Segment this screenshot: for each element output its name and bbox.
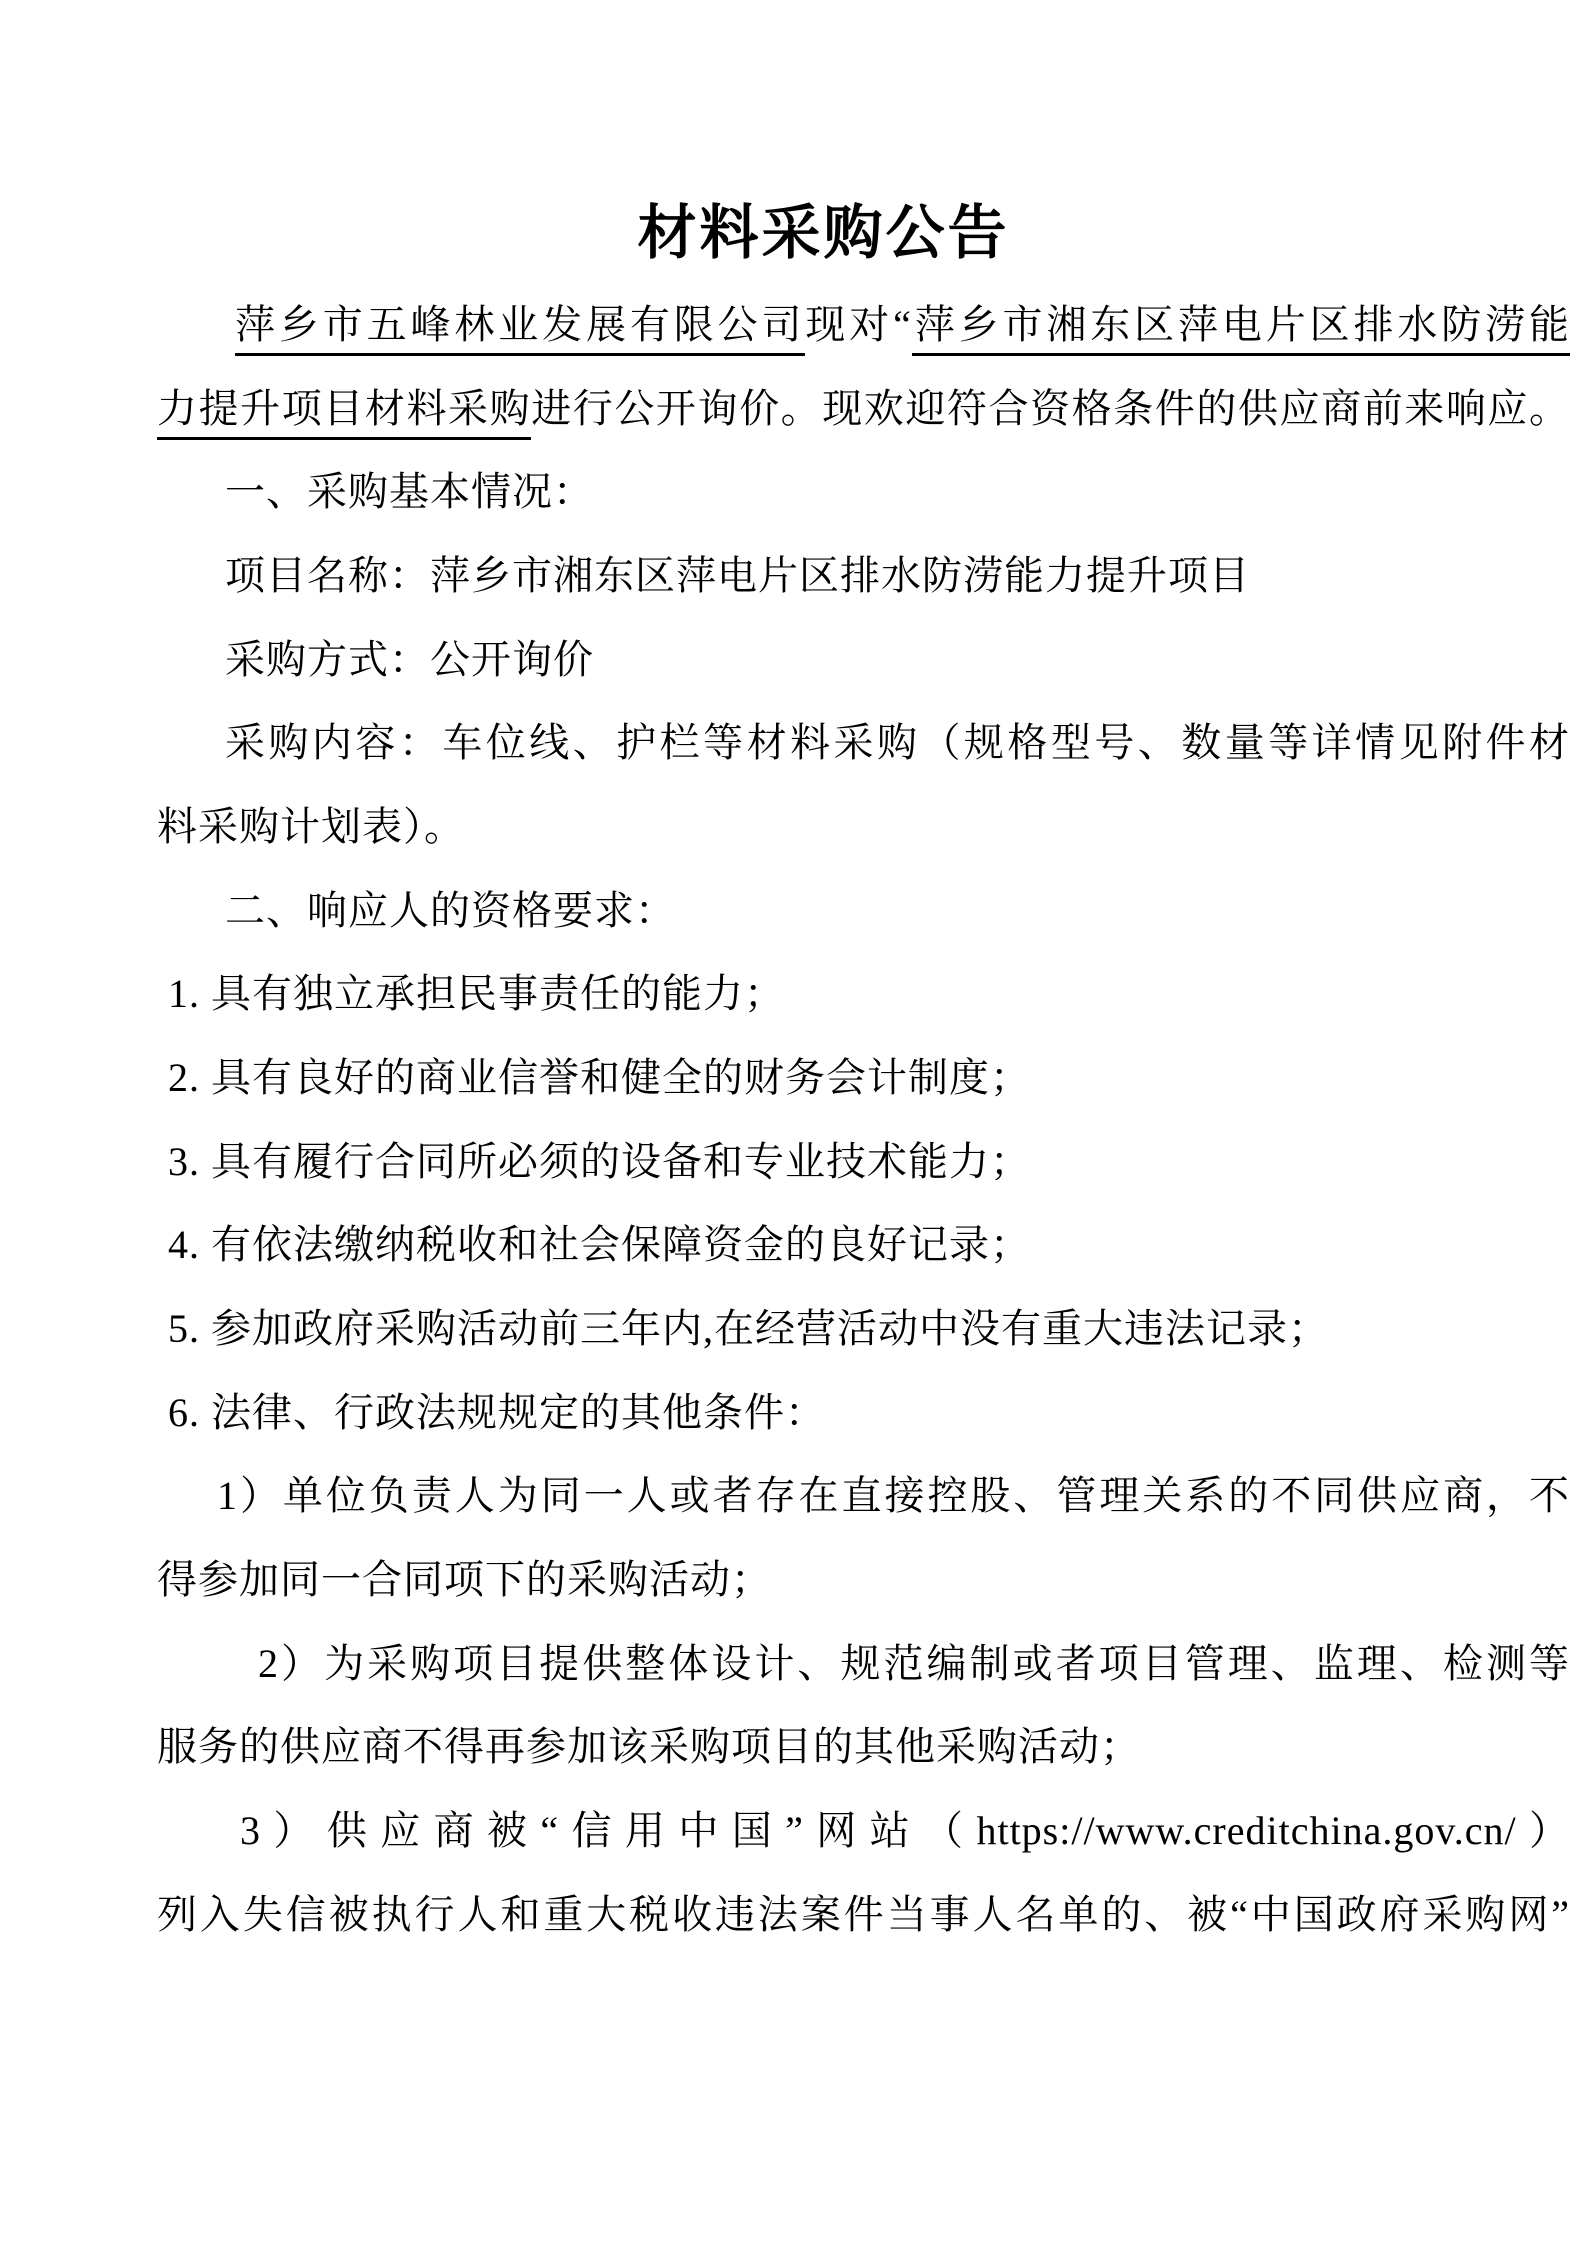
- text-segment: 得参加同一合同项下的采购活动；: [157, 1557, 772, 1602]
- text-segment: 料采购计划表）。: [157, 804, 465, 849]
- underlined-text: 萍乡市五峰林业发展有限公司: [235, 302, 805, 356]
- text-segment: 2）为采购项目提供整体设计、规范编制或者项目管理、监理、检测等: [258, 1641, 1570, 1686]
- underlined-text: 萍乡市湘东区萍电片区排水防涝能: [912, 302, 1570, 356]
- text-line: [225, 551, 1250, 601]
- text-segment: 6. 法律、行政法规规定的其他条件：: [168, 1390, 826, 1435]
- text-line: [157, 1890, 1570, 1940]
- text-line: [168, 1137, 1031, 1187]
- text-line: [235, 300, 1570, 350]
- text-segment: 采购内容：车位线、护栏等材料采购（规格型号、数量等详情见附件材: [225, 720, 1570, 765]
- text-segment: 1）单位负责人为同一人或者存在直接控股、管理关系的不同供应商，不: [217, 1473, 1570, 1518]
- text-line: [157, 1722, 1141, 1772]
- text-line: [157, 384, 1570, 434]
- text-line: [157, 1555, 772, 1605]
- text-segment: 2. 具有良好的商业信誉和健全的财务会计制度；: [168, 1055, 1031, 1100]
- text-line: [225, 635, 594, 685]
- text-line: [168, 1388, 826, 1438]
- text-line: [225, 718, 1570, 768]
- text-segment: 3）供应商被“信用中国”网站（https://www.creditchina.gov.cn/）: [240, 1808, 1570, 1853]
- text-line: [168, 1304, 1329, 1354]
- document-title: 材料采购公告: [637, 200, 1010, 266]
- text-segment: 列入失信被执行人和重大税收违法案件当事人名单的、被“中国政府采购网”: [157, 1892, 1570, 1937]
- underlined-text: 力提升项目材料采购: [157, 386, 531, 440]
- text-line: [258, 1639, 1570, 1689]
- text-line: [240, 1806, 1570, 1856]
- text-segment: 一、采购基本情况：: [225, 469, 594, 514]
- text-line: [168, 1053, 1031, 1103]
- text-segment: 二、响应人的资格要求：: [225, 888, 676, 933]
- text-line: [168, 969, 785, 1019]
- text-segment: 现对“: [805, 302, 912, 347]
- text-segment: 项目名称：萍乡市湘东区萍电片区排水防涝能力提升项目: [225, 553, 1250, 598]
- text-segment: 5. 参加政府采购活动前三年内,在经营活动中没有重大违法记录；: [168, 1306, 1329, 1351]
- text-segment: 4. 有依法缴纳税收和社会保障资金的良好记录；: [168, 1222, 1031, 1267]
- text-line: [217, 1471, 1570, 1521]
- text-line: [168, 1220, 1031, 1270]
- text-segment: 1. 具有独立承担民事责任的能力；: [168, 971, 785, 1016]
- text-segment: 进行公开询价。现欢迎符合资格条件的供应商前来响应。: [531, 386, 1571, 431]
- text-segment: 采购方式：公开询价: [225, 637, 594, 682]
- text-line: [225, 886, 676, 936]
- text-line: [157, 802, 465, 852]
- text-line: [225, 467, 594, 517]
- text-segment: 3. 具有履行合同所必须的设备和专业技术能力；: [168, 1139, 1031, 1184]
- text-segment: 服务的供应商不得再参加该采购项目的其他采购活动；: [157, 1724, 1141, 1769]
